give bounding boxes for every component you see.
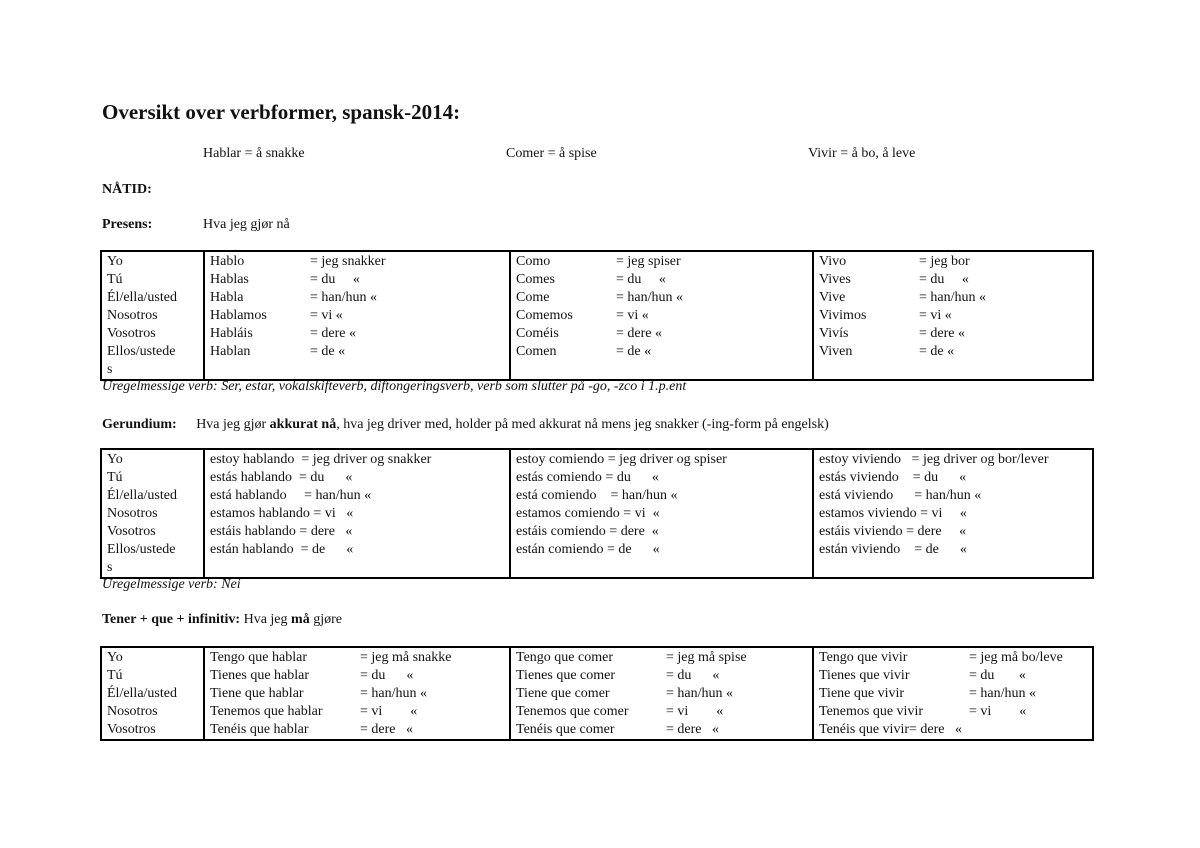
- conjugation-row: [516, 307, 807, 325]
- verb-form: Tenéis que hablar: [210, 722, 309, 737]
- conjugation-row: estoy viviendo = jeg driver og bor/lever: [819, 452, 1049, 467]
- translation: = jeg må bo/leve: [969, 650, 1063, 665]
- translation: = jeg må spise: [666, 650, 747, 665]
- conjugation-row: estamos hablando = vi «: [210, 506, 354, 521]
- conjugation-row: están hablando = de «: [210, 542, 354, 557]
- page-title: Oversikt over verbformer, spansk-2014:: [102, 100, 461, 124]
- translation: = dere «: [616, 326, 662, 341]
- pronoun: s: [107, 362, 113, 377]
- translation: = vi «: [969, 704, 1027, 719]
- translation: = jeg bor: [919, 254, 970, 269]
- verb-form: Habláis: [210, 326, 253, 341]
- verb-form: Comes: [516, 272, 555, 287]
- pronoun: Vosotros: [107, 722, 156, 737]
- conjugation-row: [210, 667, 504, 685]
- gerundium-table: [100, 448, 1094, 579]
- conjugation-row: [210, 271, 504, 289]
- pronoun: Nosotros: [107, 308, 158, 323]
- tener-desc-bold: må: [291, 612, 310, 627]
- pronoun: Tú: [107, 470, 123, 485]
- pronoun: Yo: [107, 452, 123, 467]
- verb-form: Tienes que comer: [516, 668, 616, 683]
- gerundium-row: [101, 449, 1093, 578]
- gerundium-desc-post: , hva jeg driver med, holder på med akkurat nå mens jeg snakker (-ing-form på engelsk): [336, 417, 829, 432]
- verb-form: Comemos: [516, 308, 573, 323]
- conjugation-row: [210, 721, 504, 739]
- verb-form: Tenéis que comer: [516, 722, 615, 737]
- conjugation-row: [516, 289, 807, 307]
- verb-form: Come: [516, 290, 550, 305]
- gerundium-comer-column: [510, 449, 813, 578]
- verb-form: Habla: [210, 290, 244, 305]
- conjugation-row: [819, 253, 1087, 271]
- conjugation-row: [819, 343, 1087, 361]
- tener-desc-post: gjøre: [309, 612, 342, 627]
- conjugation-row: están viviendo = de «: [819, 542, 967, 557]
- conjugation-row: [516, 325, 807, 343]
- conjugation-row: [819, 325, 1087, 343]
- conjugation-row: [819, 289, 1087, 307]
- tener-comer-column: [510, 647, 813, 740]
- pronoun: Yo: [107, 650, 123, 665]
- conjugation-row: estoy hablando = jeg driver og snakker: [210, 452, 432, 467]
- conjugation-row: [516, 271, 807, 289]
- pronoun: Él/ella/usted: [107, 290, 177, 305]
- verb-comer: Comer = å spise: [506, 146, 597, 161]
- tener-label: Tener + que + infinitiv:: [102, 612, 241, 627]
- pronoun: Él/ella/usted: [107, 488, 177, 503]
- pronoun: Ellos/ustede: [107, 542, 176, 557]
- translation: = de «: [310, 344, 346, 359]
- presens-table: [100, 250, 1094, 381]
- conjugation-row: estáis viviendo = dere «: [819, 524, 967, 539]
- pronoun: Nosotros: [107, 704, 158, 719]
- pronoun: Tú: [107, 668, 123, 683]
- translation: = jeg må snakke: [360, 650, 452, 665]
- translation: = dere «: [919, 326, 965, 341]
- conjugation-row: estás hablando = du «: [210, 470, 353, 485]
- tener-heading-line: [102, 612, 342, 628]
- conjugation-row: estáis hablando = dere «: [210, 524, 353, 539]
- conjugation-row: [210, 253, 504, 271]
- verb-form: Como: [516, 254, 551, 269]
- conjugation-row: está comiendo = han/hun «: [516, 488, 678, 503]
- gerundium-heading-line: [102, 417, 829, 433]
- conjugation-row: estáis comiendo = dere «: [516, 524, 659, 539]
- translation: = han/hun «: [616, 290, 683, 305]
- conjugation-row: [516, 685, 807, 703]
- translation: = jeg spiser: [616, 254, 681, 269]
- verb-hablar: Hablar = å snakke: [203, 146, 305, 161]
- translation: = dere «: [310, 326, 356, 341]
- conjugation-row: están comiendo = de «: [516, 542, 660, 557]
- translation: = du «: [666, 668, 720, 683]
- conjugation-row: [516, 667, 807, 685]
- conjugation-row: está hablando = han/hun «: [210, 488, 372, 503]
- translation: = han/hun «: [666, 686, 733, 701]
- presens-description: Hva jeg gjør nå: [203, 217, 290, 232]
- verb-form: Tengo que hablar: [210, 650, 307, 665]
- translation: = de «: [616, 344, 652, 359]
- verb-form: Tenemos que hablar: [210, 704, 323, 719]
- conjugation-row: está viviendo = han/hun «: [819, 488, 982, 503]
- tener-table: [100, 646, 1094, 741]
- translation: = han/hun «: [919, 290, 986, 305]
- conjugation-row: estamos comiendo = vi «: [516, 506, 660, 521]
- gerundium-note: Uregelmessige verb: Nei: [102, 577, 241, 592]
- natid-heading: NÅTID:: [102, 182, 152, 197]
- verb-form: Coméis: [516, 326, 559, 341]
- presens-row: [101, 251, 1093, 380]
- translation: = vi «: [666, 704, 724, 719]
- pronoun: Vosotros: [107, 524, 156, 539]
- conjugation-row: estamos viviendo = vi «: [819, 506, 967, 521]
- verb-form: Tenemos que comer: [516, 704, 629, 719]
- gerundium-vivir-column: [813, 449, 1093, 578]
- translation: = jeg snakker: [310, 254, 386, 269]
- verb-form: Viven: [819, 344, 853, 359]
- verb-form: Vive: [819, 290, 846, 305]
- verb-form: Vivimos: [819, 308, 867, 323]
- verb-form: Tiene que hablar: [210, 686, 304, 701]
- verb-form: Vivo: [819, 254, 847, 269]
- verb-form: Tiene que comer: [516, 686, 610, 701]
- conjugation-row: [819, 685, 1087, 703]
- translation: = han/hun «: [310, 290, 377, 305]
- conjugation-row: [819, 649, 1087, 667]
- pronoun: Tú: [107, 272, 123, 287]
- gerundium-hablar-column: [204, 449, 510, 578]
- conjugation-row: [516, 253, 807, 271]
- translation: = du «: [616, 272, 666, 287]
- verb-form: Tiene que vivir: [819, 686, 905, 701]
- verb-form: Tienes que hablar: [210, 668, 310, 683]
- presens-pronoun-column: [101, 251, 204, 380]
- pronoun: Él/ella/usted: [107, 686, 177, 701]
- verb-form: Comen: [516, 344, 557, 359]
- verb-form: Vivís: [819, 326, 849, 341]
- tener-vivir-column: [813, 647, 1093, 740]
- conjugation-row: [516, 649, 807, 667]
- gerundium-desc-pre: Hva jeg gjør: [196, 417, 270, 432]
- pronoun: Ellos/ustede: [107, 344, 176, 359]
- translation: = dere «: [666, 722, 719, 737]
- tener-desc-pre: Hva jeg: [240, 612, 292, 627]
- translation: = de «: [919, 344, 955, 359]
- verb-form: Tengo que vivir: [819, 650, 908, 665]
- conjugation-row: [819, 703, 1087, 721]
- verb-vivir: Vivir = å bo, å leve: [808, 146, 916, 161]
- tener-row: [101, 647, 1093, 740]
- presens-comer-column: [510, 251, 813, 380]
- conjugation-row: [516, 721, 807, 739]
- conjugation-row: [210, 307, 504, 325]
- presens-label: Presens:: [102, 217, 153, 232]
- tener-pronoun-column: [101, 647, 204, 740]
- pronoun: Nosotros: [107, 506, 158, 521]
- conjugation-row: [819, 721, 1087, 739]
- conjugation-row: [516, 343, 807, 361]
- verb-form: Hablo: [210, 254, 245, 269]
- verb-form: Vives: [819, 272, 851, 287]
- conjugation-row: [819, 271, 1087, 289]
- translation: = du «: [919, 272, 969, 287]
- translation: = du «: [969, 668, 1026, 683]
- translation: = du «: [360, 668, 414, 683]
- pronoun: Yo: [107, 254, 123, 269]
- pronoun: Vosotros: [107, 326, 156, 341]
- translation: = du «: [310, 272, 360, 287]
- translation: = han/hun «: [969, 686, 1036, 701]
- translation: = vi «: [360, 704, 418, 719]
- conjugation-row: [819, 307, 1087, 325]
- translation: = dere «: [360, 722, 413, 737]
- verb-form: Tengo que comer: [516, 650, 613, 665]
- conjugation-row: [516, 703, 807, 721]
- conjugation-row: [210, 325, 504, 343]
- conjugation-row: estás viviendo = du «: [819, 470, 967, 485]
- conjugation-row: [210, 289, 504, 307]
- conjugation-row: [210, 343, 504, 361]
- conjugation-row: [210, 649, 504, 667]
- verb-form: Tenéis que vivir= dere «: [819, 722, 962, 737]
- conjugation-row: [210, 703, 504, 721]
- pronoun: s: [107, 560, 113, 575]
- gerundium-pronoun-column: [101, 449, 204, 578]
- conjugation-row: [819, 667, 1087, 685]
- verb-form: Hablamos: [210, 308, 267, 323]
- presens-vivir-column: [813, 251, 1093, 380]
- gerundium-label: Gerundium:: [102, 417, 177, 432]
- translation: = han/hun «: [360, 686, 427, 701]
- conjugation-row: estoy comiendo = jeg driver og spiser: [516, 452, 727, 467]
- conjugation-row: [210, 685, 504, 703]
- verb-form: Tienes que vivir: [819, 668, 910, 683]
- conjugation-row: estás comiendo = du «: [516, 470, 659, 485]
- verb-form: Tenemos que vivir: [819, 704, 923, 719]
- presens-note: Uregelmessige verb: Ser, estar, vokalskifteverb, diftongeringsverb, verb som slutter på -go, -zco i 1.p.ent: [102, 379, 687, 394]
- translation: = vi «: [310, 308, 343, 323]
- translation: = vi «: [919, 308, 952, 323]
- tener-hablar-column: [204, 647, 510, 740]
- verb-form: Hablan: [210, 344, 251, 359]
- presens-hablar-column: [204, 251, 510, 380]
- translation: = vi «: [616, 308, 649, 323]
- gerundium-desc-bold: akkurat nå: [269, 417, 337, 432]
- verb-form: Hablas: [210, 272, 249, 287]
